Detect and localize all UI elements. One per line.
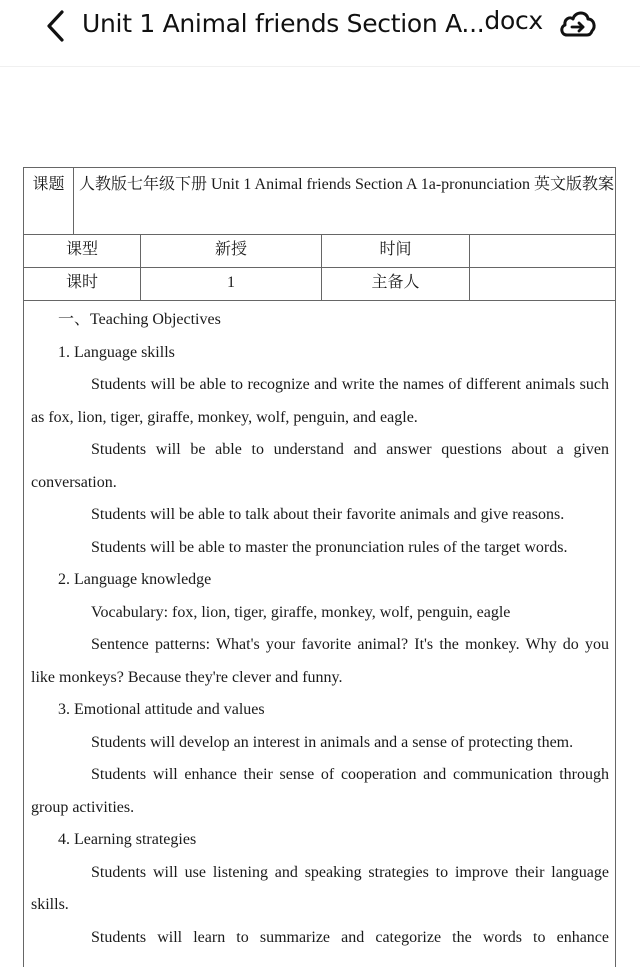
table-cell: 新授 bbox=[141, 234, 322, 267]
table-cell bbox=[470, 267, 615, 300]
table-cell: 1 bbox=[141, 267, 322, 300]
document-title bbox=[82, 6, 543, 42]
subsection-heading: 3. Emotional attitude and values bbox=[58, 701, 265, 718]
table-row-topic bbox=[24, 168, 615, 235]
subsection-heading: 1. Language skills bbox=[58, 343, 175, 361]
table-cell: 课型 bbox=[24, 234, 141, 267]
chevron-left-icon bbox=[38, 6, 74, 46]
table-cell: 时间 bbox=[322, 234, 470, 267]
paragraph: Sentence patterns: What's your favorite animal? It's the monkey. Why do you like monkeys? Because they're clever and funny. bbox=[31, 636, 609, 686]
paragraph: Students will enhance their sense of cooperation and communication through group activities. bbox=[31, 766, 609, 816]
topic-label: 课题 bbox=[24, 168, 74, 234]
paragraph: Students will be able to talk about their favorite animals and give reasons. bbox=[91, 506, 565, 523]
subsection-heading: 2. Language knowledge bbox=[58, 571, 212, 588]
paragraph: Students will be able to recognize and write the names of different animals such as fox, lion, tiger, giraffe, monkey, wolf, penguin, and eagle. bbox=[31, 376, 609, 426]
table-cell bbox=[470, 234, 615, 267]
table-cell: 课时 bbox=[24, 267, 141, 300]
top-bar bbox=[0, 0, 640, 67]
paragraph: Students will develop an interest in animals and a sense of protecting them. bbox=[91, 733, 574, 751]
paragraph: Students will be able to master the pronunciation rules of the target words. bbox=[91, 538, 568, 556]
document-body bbox=[31, 304, 609, 954]
cloud-arrow-icon bbox=[558, 6, 598, 42]
paragraph: Students will be able to understand and answer questions about a given conversation. bbox=[31, 441, 609, 491]
table-row-period bbox=[24, 267, 615, 301]
section-heading: 一、Teaching Objectives bbox=[58, 311, 221, 328]
title-main: Unit 1 Animal friends Section A... bbox=[82, 9, 485, 38]
title-extension: docx bbox=[484, 6, 543, 35]
document-page bbox=[23, 167, 616, 967]
table-cell: 主备人 bbox=[322, 267, 470, 300]
subsection-heading: 4. Learning strategies bbox=[58, 831, 197, 848]
back-button[interactable] bbox=[38, 6, 74, 46]
topic-value: 人教版七年级下册 Unit 1 Animal friends Section A 1a-pronunciation 英文版教案 bbox=[78, 176, 615, 193]
share-button[interactable] bbox=[558, 6, 598, 42]
paragraph: Students will use listening and speaking strategies to improve their language skills. bbox=[31, 863, 609, 913]
paragraph: Vocabulary: fox, lion, tiger, giraffe, monkey, wolf, penguin, eagle bbox=[91, 603, 511, 621]
paragraph: Students will learn to summarize and categorize the words to enhance bbox=[91, 928, 609, 946]
table-row-type bbox=[24, 234, 615, 268]
